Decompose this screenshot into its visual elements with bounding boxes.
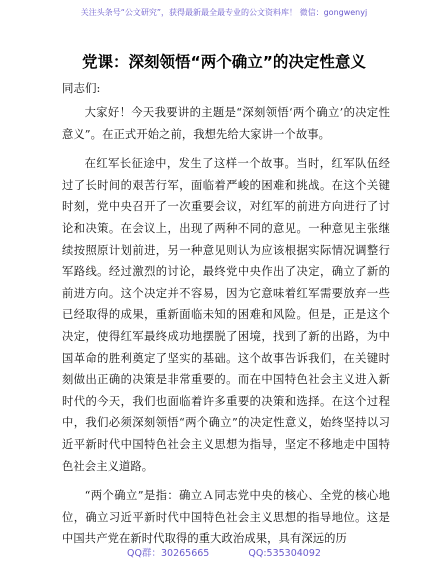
salutation: 同志们: (62, 81, 101, 95)
paragraph-definition: “两个确立”是指：确立Ａ同志党中央的核心、全党的核心地位，确立习近平新时代中国特色社会主义思想的指导地位。这是中国共产党在新时代取得的重大政治成果，具有深远的历 (62, 489, 390, 546)
footer-qq: QQ:535304092 (248, 548, 321, 559)
document-body (62, 102, 390, 558)
document-title: 党课：深刻领悟“两个确立”的决定性意义 (82, 53, 366, 71)
paragraph-intro: 大家好！今天我要讲的主题是“深刻领悟‘两个确立’的决定性意义”。在正式开始之前，我想先给大家讲一个故事。 (62, 106, 390, 141)
paragraph-story: 在红军长征途中，发生了这样一个故事。当时，红军队伍经过了长时间的艰苦行军，面临着严峻的困难和挑战。在这个关键时刻，党中央召开了一次重要会议，对红军的前进方向进行了讨论和决策。在会议上，出现了两种不同的意见。一种意见主张继续按照原计划前进，另一种意见则认为应该根据实际情况调整行军路线。经过激烈的讨论，最终党中央作出了决定，确立了新的前进方向。这个决定并不容易，因为它意味着红军需要放弃一些已经取得的成果，重新面临未知的困难和风险。但是，正是这个决定，使得红军最终成功地摆脱了困境，找到了新的出路，为中国革命的胜利奠定了坚实的基础。这个故事告诉我们，在关键时刻做出正确的决策是非常重要的。而在中国特色社会主义进入新时代的今天，我们也面临着许多重要的决策和选择。在这个过程中，我们必须深刻领悟“两个确立”的决定性意义，始终坚持以习近平新时代中国特色社会主义思想为指导，坚定不移地走中国特色社会主义道路。 (62, 157, 390, 473)
footer-qq-group: QQ群：30265665 (127, 548, 210, 559)
footer-contact (0, 545, 448, 559)
promo-banner[interactable]: 关注头条号“公文研究”，获得最新最全最专业的公文资料库！ 微信：gongwenyj (80, 8, 368, 17)
